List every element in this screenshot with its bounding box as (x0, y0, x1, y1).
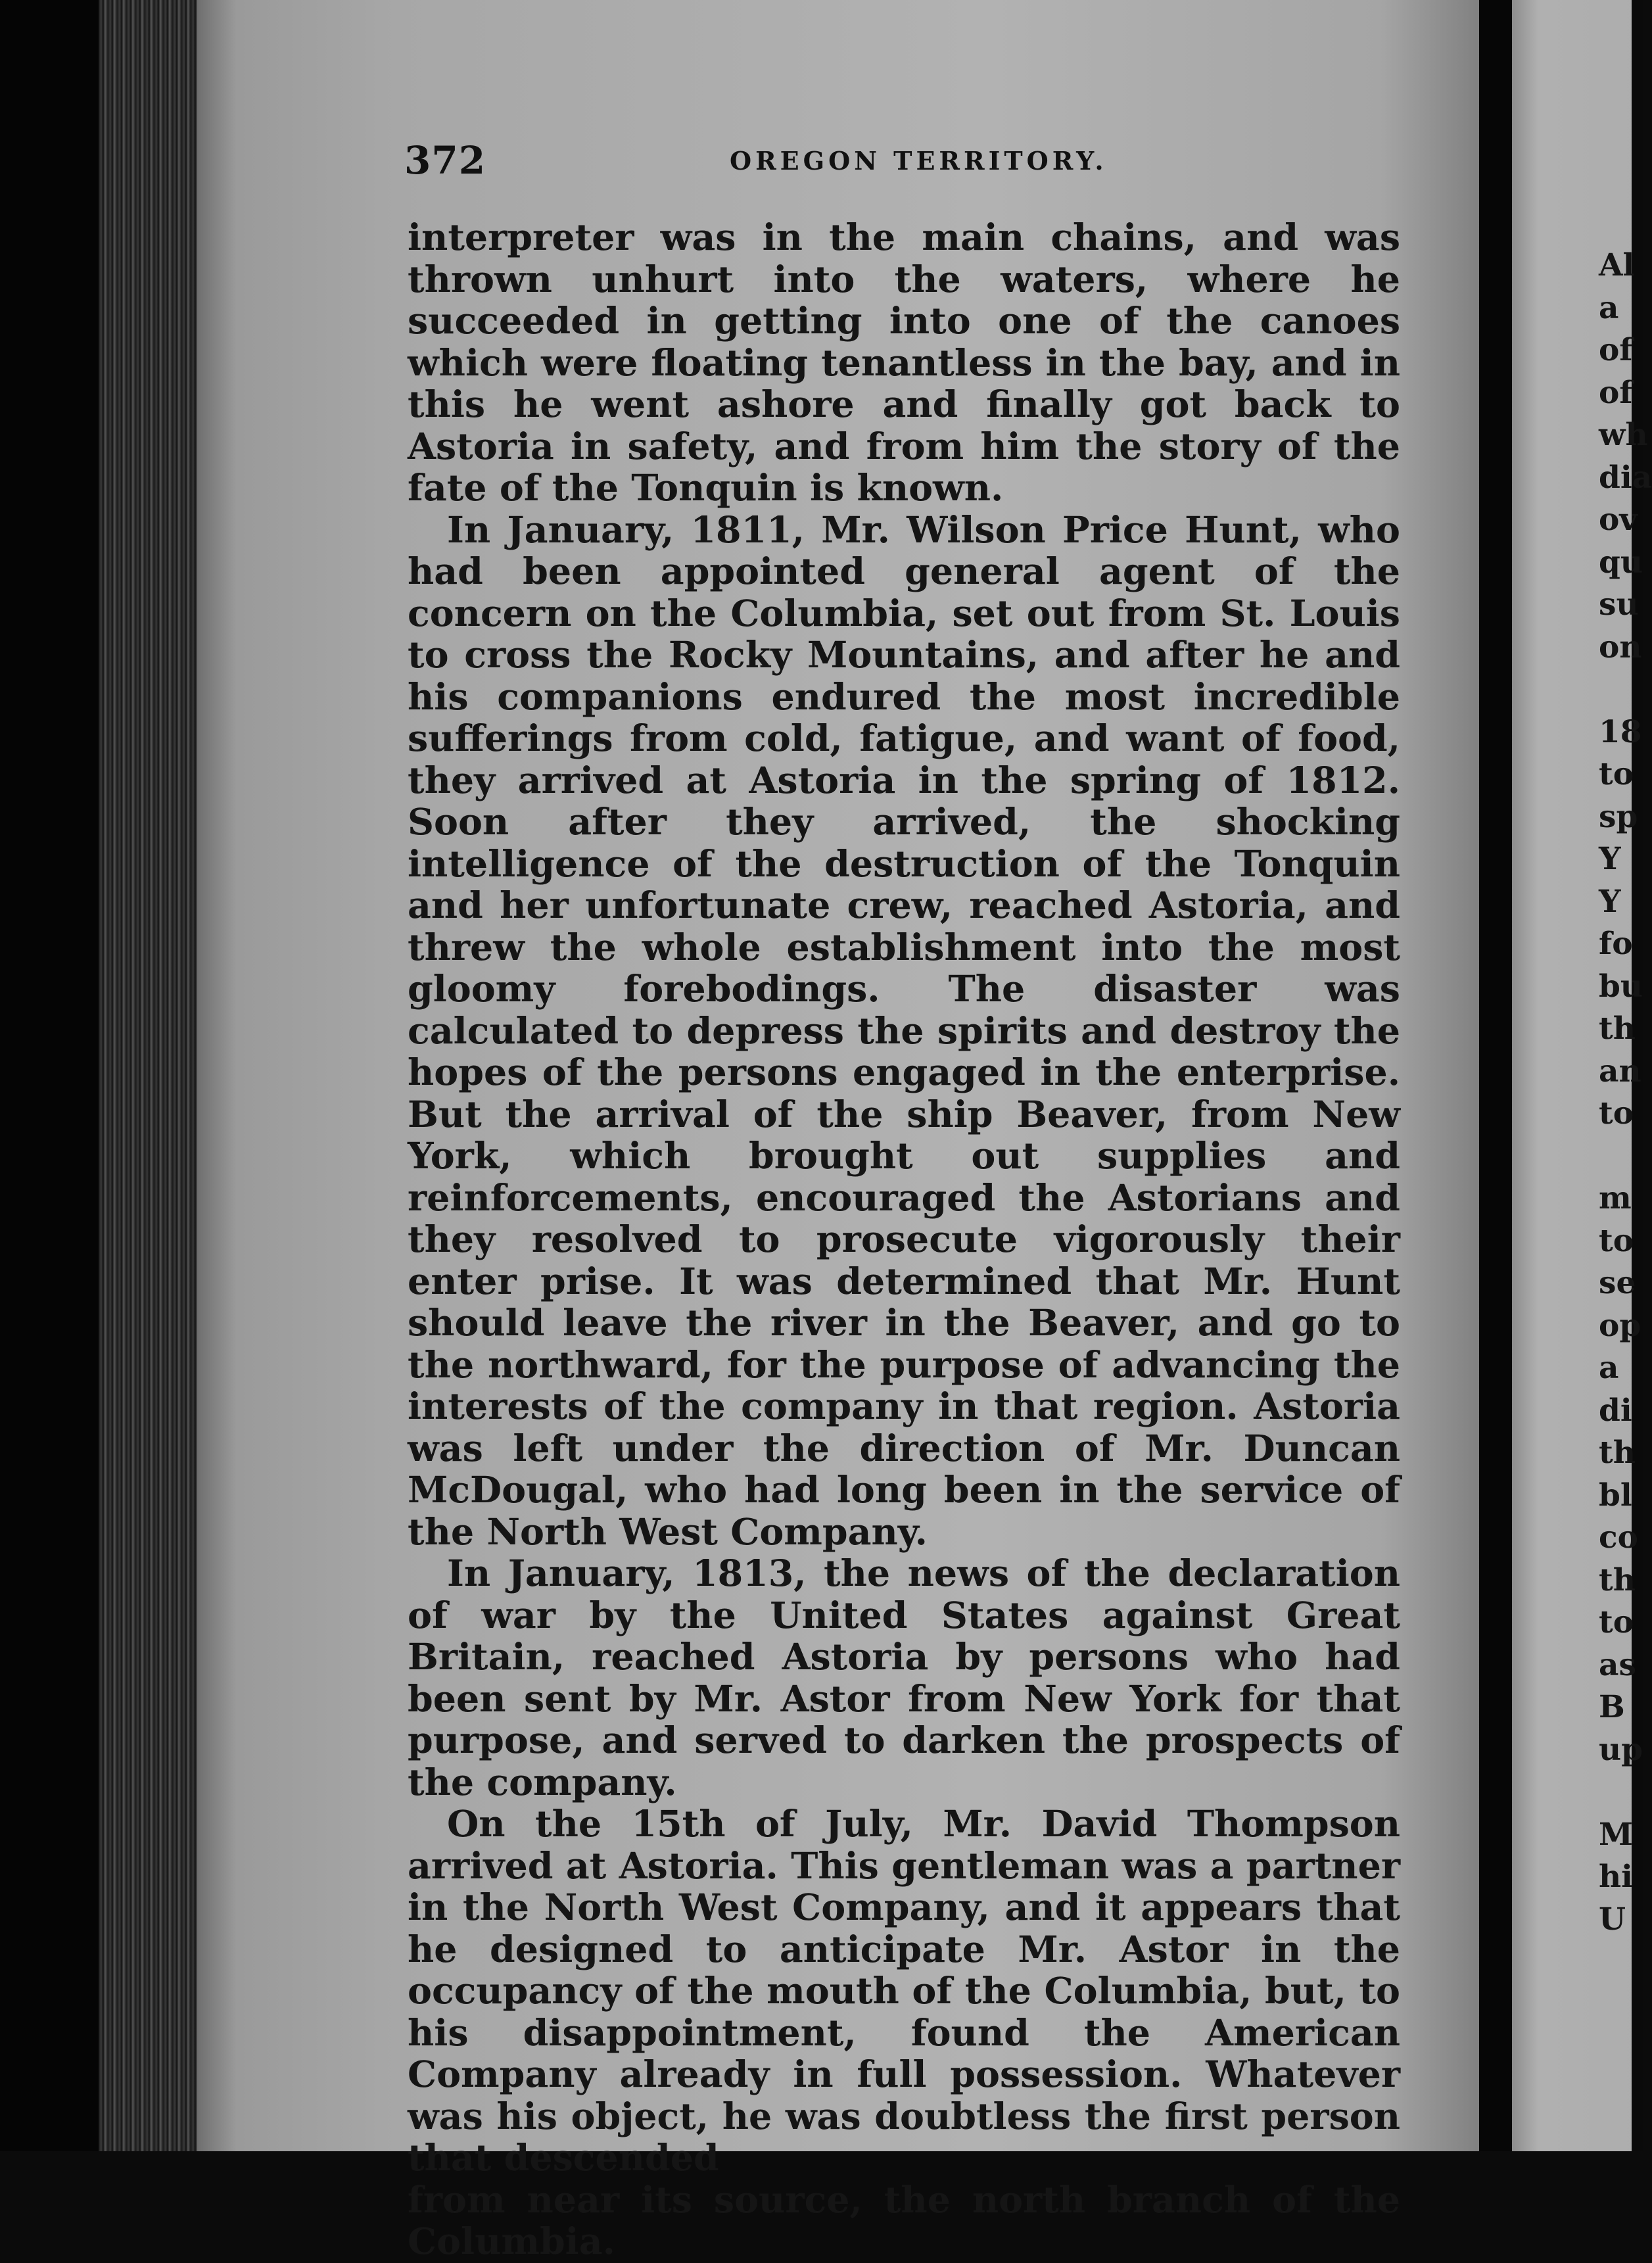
facing-page-fragment: wh (1599, 417, 1648, 453)
paragraph-2: In January, 1811, Mr. Wilson Price Hunt, who had been appointed general agent of the concern on the Columbia, set out from St. Louis to cross the Rocky Mountains, and after he and his companions endured the most incredible sufferings from cold, fatigue, and want of food, they arrived at Astoria in the spring of 1812. Soon after they arrived, the shocking intelligence of the destruction of the Tonquin and her unfortunate crew, reached Astoria, and threw the whole establishment into the most gloomy forebodings. The disaster was calculated to depress the spirits and destroy the hopes of the persons engaged in the enterprise. But the arrival of the ship Beaver, from New York, which brought out supplies and reinforcements, encouraged the Astorians and they resolved to prosecute vigorously their enter prise. It was determined that Mr. Hunt should leave the river in the Beaver, and go to the northward, for the purpose of advancing the interests of the company in that region. Astoria was left under the direction of Mr. Duncan McDougal, who had long been in the service of the North West Company. (408, 508, 1400, 1554)
facing-page-fragment: qu (1599, 544, 1643, 581)
facing-page-fragment: a (1599, 1350, 1619, 1386)
paragraph-1: interpreter was in the main chains, and was thrown unhurt into the waters, where he succeeded in getting into one of the canoes which were floating tenantless in the bay, and in this he went ashore and finally got back to Astoria in safety, and from him the story of the fate of the Tonquin is known. (408, 216, 1400, 510)
facing-page-fragment: th (1599, 1561, 1636, 1598)
facing-page-fragment: dia (1599, 459, 1652, 496)
page-number: 372 (404, 138, 486, 183)
facing-page-fragment: Y (1599, 841, 1621, 877)
facing-page-fragment: on (1599, 629, 1642, 665)
facing-page-fragment: to (1599, 1604, 1634, 1640)
paragraph-4: On the 15th of July, Mr. David Thompson arrived at Astoria. This gentleman was a partner in the North West Company, and it appears that he designed to anticipate Mr. Astor in the occupancy of the mouth of the Columbia, but, to his disappointment, found the American Company already in full possession. Whatever was his object, he was doubtless the first person that descended (408, 1803, 1400, 2180)
facing-page-gap (1599, 669, 1638, 711)
page-header (404, 138, 1430, 184)
facing-page-fragment: m (1599, 1180, 1632, 1216)
facing-page-gap (1599, 1135, 1638, 1178)
facing-page-fragment: U (1599, 1901, 1626, 1938)
facing-page-fragment: ov (1599, 502, 1638, 538)
facing-page-fragment: co (1599, 1519, 1638, 1556)
facing-page-fragment: se (1599, 1265, 1636, 1301)
facing-page-fragment: as (1599, 1646, 1636, 1683)
facing-page-text (1599, 245, 1652, 1941)
page-body (408, 217, 1400, 2263)
facing-page-fragment: of (1599, 374, 1633, 411)
facing-page-fragment: op (1599, 1307, 1641, 1344)
facing-page-gap (1599, 1771, 1638, 1814)
facing-page-fragment: Al (1599, 247, 1635, 283)
facing-page-fragment: to (1599, 1222, 1634, 1259)
book-page-edges (99, 0, 204, 2151)
facing-page-fragment: M (1599, 1816, 1634, 1853)
facing-page-fragment: sp (1599, 798, 1638, 835)
facing-page-fragment: an (1599, 1053, 1641, 1089)
facing-page-fragment: up (1599, 1731, 1643, 1768)
facing-page-fragment: fo (1599, 926, 1633, 962)
facing-page-fragment: to (1599, 756, 1634, 792)
facing-page-fragment: 18 (1599, 713, 1642, 750)
facing-page-fragment: of (1599, 332, 1633, 368)
facing-page-fragment: hi (1599, 1859, 1634, 1895)
facing-page-fragment: bl (1599, 1477, 1632, 1513)
scan-border-left (0, 0, 99, 2151)
facing-page-fragment: di (1599, 1392, 1632, 1429)
facing-page-fragment: th (1599, 1011, 1636, 1047)
paragraph-4-last-line: from near its source, the north branch of the Columbia. (408, 2178, 1400, 2263)
running-head: OREGON TERRITORY. (730, 146, 1108, 176)
facing-page-fragment: Y (1599, 883, 1621, 920)
facing-page-fragment: a (1599, 289, 1619, 326)
facing-page-fragment: B (1599, 1689, 1625, 1725)
facing-page-fragment: bu (1599, 968, 1643, 1005)
book-gutter (1479, 0, 1512, 2151)
facing-page-fragment: su (1599, 586, 1639, 623)
paragraph-3: In January, 1813, the news of the declaration of war by the United States against Great Britain, reached Astoria by persons who had been sent by Mr. Astor from New York for that purpose, and served to darken the prospects of the company. (408, 1552, 1400, 1804)
facing-page-fragment: th (1599, 1435, 1636, 1471)
facing-page-fragment: to (1599, 1095, 1634, 1132)
